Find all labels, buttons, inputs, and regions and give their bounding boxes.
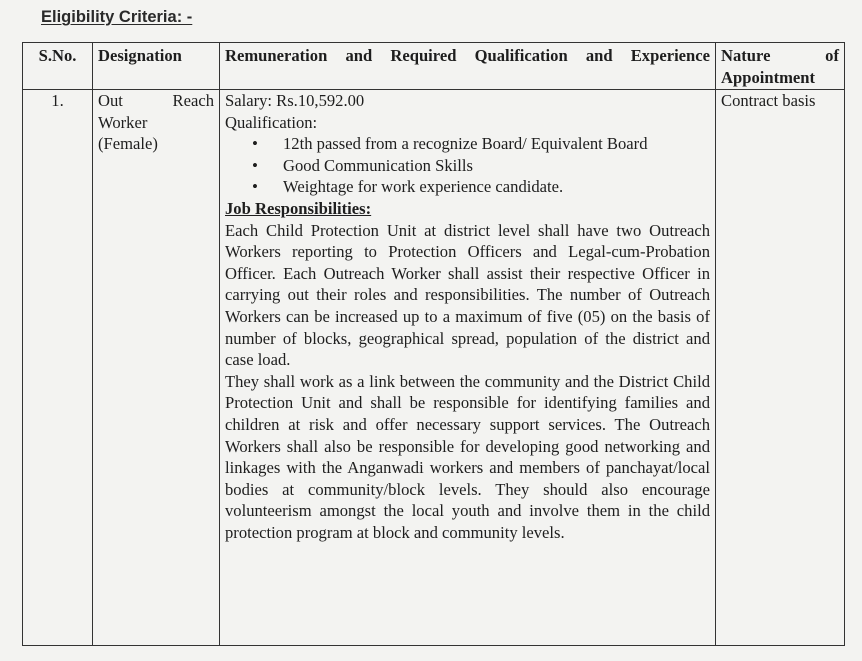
responsibilities-paragraph: Each Child Protection Unit at district level shall have two Outreach Workers reporting to Protection Officers and Legal-cum-Probation Officer. Each Outreach Worker shall assist their respective Officer in carrying out their roles and responsibilities. The number of Outreach Workers can be increased up to a maximum of five (05) on the basis of number of blocks, geographical spread, population of the district and case load.: [225, 220, 710, 370]
qualification-item: • Weightage for work experience candidate.: [283, 176, 710, 198]
table-header-row: [23, 43, 845, 90]
designation-line-1: Out Reach: [98, 91, 214, 110]
header-nature: Nature of Appointment: [716, 43, 845, 90]
header-designation: Designation: [93, 43, 220, 90]
table-row: [23, 90, 845, 646]
salary-text: Salary: Rs.10,592.00: [225, 91, 365, 110]
designation-rest: Worker (Female): [98, 112, 158, 154]
qualification-label: Qualification:: [225, 112, 318, 132]
header-sno: S.No.: [23, 43, 93, 90]
eligibility-criteria-table: [22, 42, 845, 646]
cell-sno: 1.: [23, 90, 93, 646]
cell-designation: [93, 90, 220, 646]
eligibility-criteria-heading: Eligibility Criteria: -: [41, 8, 193, 26]
job-responsibilities-title: Job Responsibilities:: [225, 198, 372, 218]
cell-nature: Contract basis: [716, 90, 845, 646]
qualification-item: • Good Communication Skills: [283, 155, 710, 177]
qualification-list: [225, 133, 710, 198]
header-remuneration: Remuneration and Required Qualification and Experience: [220, 43, 716, 90]
cell-remuneration: [220, 90, 716, 646]
qualification-item: • 12th passed from a recognize Board/ Equivalent Board: [283, 133, 710, 155]
responsibilities-paragraph: They shall work as a link between the community and the District Child Protection Unit and shall be responsible for identifying families and children at risk and offer necessary support services. The Outreach Workers shall also be responsible for developing good networking and linkages with the Anganwadi workers and members of panchayat/local bodies at community/block levels. They should also encourage volunteerism amongst the local youth and involve them in the child protection program at block and community levels.: [225, 371, 710, 542]
